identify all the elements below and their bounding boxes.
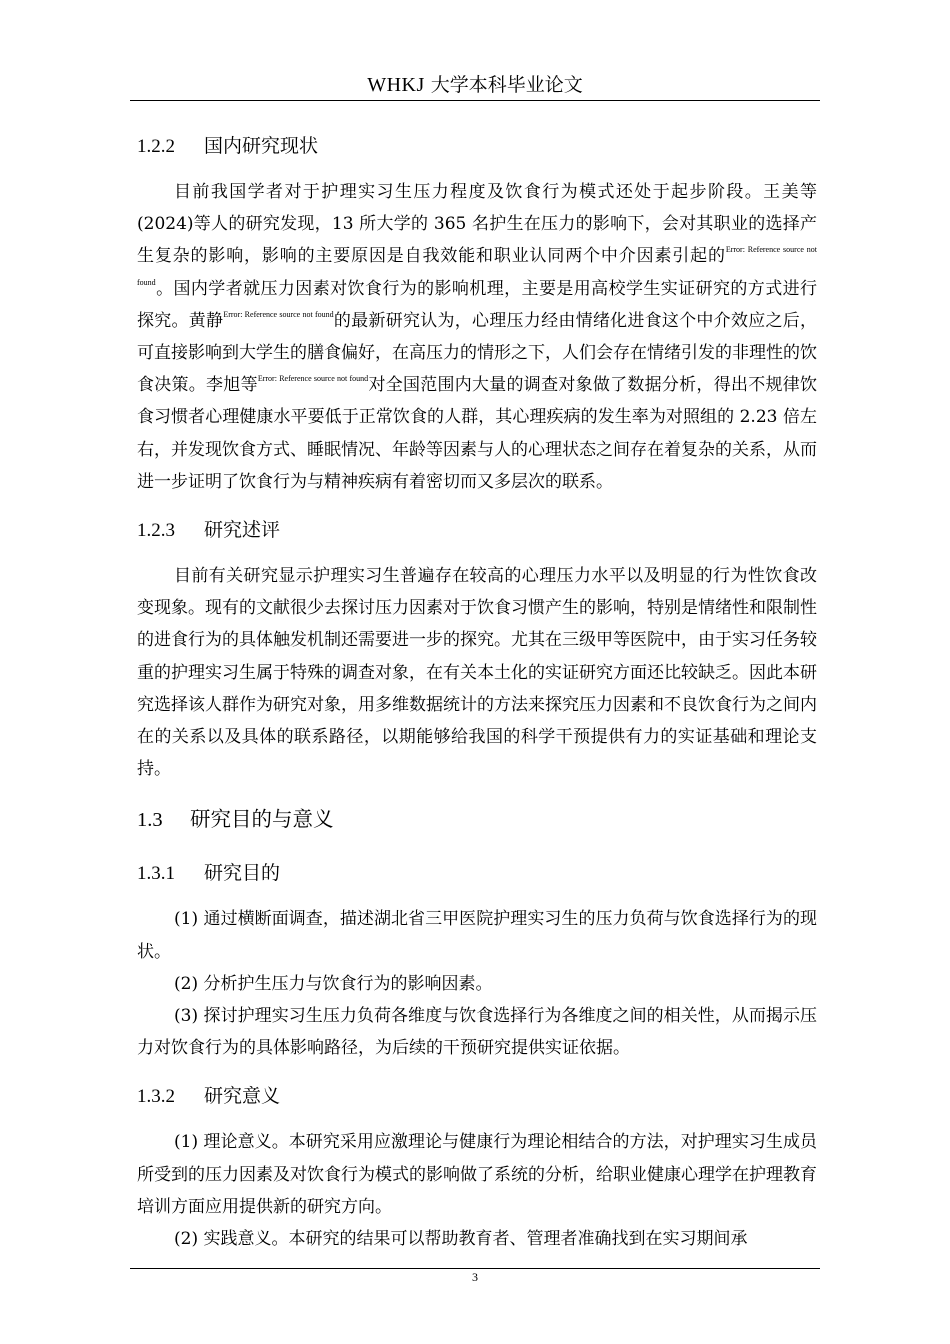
reference-error: Error: Reference source not found — [223, 309, 334, 319]
page-header — [130, 70, 820, 101]
header-title: WHKJ 大学本科毕业论文 — [367, 74, 583, 96]
page-content — [137, 124, 817, 1255]
page-number: 3 — [472, 1270, 478, 1284]
reference-error: Error: Reference source not found — [257, 374, 369, 384]
list-item-goal-3: (3) 探讨护理实习生压力负荷各维度与饮食选择行为各维度之间的相关性，从而揭示压力对饮食行为的具体影响路径，为后续的干预研究提供实证依据。 — [137, 1006, 817, 1059]
section-heading-1-3-2: 1.3.2 研究意义 — [137, 1085, 281, 1108]
footer-divider — [130, 1268, 820, 1269]
section-heading-1-3: 1.3 研究目的与意义 — [137, 807, 334, 832]
list-item-significance-2: (2) 实践意义。本研究的结果可以帮助教育者、管理者准确找到在实习期间承 — [174, 1229, 748, 1250]
list-item-goal-2: (2) 分析护生压力与饮食行为的影响因素。 — [174, 973, 493, 994]
section-heading-1-2-2: 1.2.2 国内研究现状 — [137, 135, 319, 157]
list-item-significance-1: (1) 理论意义。本研究采用应激理论与健康行为理论相结合的方法，对护理实习生成员所受到的压力因素及对饮食行为模式的影响做了系统的分析，给职业健康心理学在护理教育培训方面应用提供新的研究方向。 — [137, 1132, 817, 1217]
paragraph-research-review: 目前有关研究显示护理实习生普遍存在较高的心理压力水平以及明显的行为性饮食改变现象。现有的文献很少去探讨压力因素对于饮食习惯产生的影响，特别是情绪性和限制性的进食行为的具体触发机制还需要进一步的探究。尤其在三级甲等医院中，由于实习任务较重的护理实习生属于特殊的调查对象，在有关本土化的实证研究方面还比较缺乏。因此本研究选择该人群作为研究对象，用多维数据统计的方法来探究压力因素和不良饮食行为之间内在的关系以及具体的联系路径，以期能够给我国的科学干预提供有力的实证基础和理论支持。 — [137, 566, 817, 780]
reference-error: Error: Reference source not found — [137, 245, 817, 287]
paragraph-domestic-research: 目前我国学者对于护理实习生压力程度及饮食行为模式还处于起步阶段。王美等 (2024)等人的研究发现，13 所大学的 365 名护生在压力的影响下，会对其职业的选择产生复杂的影响，影响的主要原因是自我效能和职业认同两个中介因素引起的$^{Error: Reference source not found}$。国内学者就压力因素对饮食行为的影响机理，主要是用高校学生实证研究的方式进行探究。黄静$^{Error: Reference source not found}$的最新研究认为，心理压力经由情绪化进食这个中介效应之后，可直接影响到大学生的膳食偏好，在高压力的情形之下，人们会存在情绪引发的非理性的饮食决策。李旭等$^{Error: Reference source not found}$对全国范围内大量的调查对象做了数据分析，得出不规律饮食习惯者心理健康水平要低于正常饮食的人群，其心理疾病的发生率为对照组的 2.23 倍左右，并发现饮食方式、睡眠情况、年龄等因素与人的心理状态之间存在着复杂的关系，从而进一步证明了饮食行为与精神疾病有着密切而又多层次的联系。 — [137, 182, 818, 492]
section-heading-1-2-3: 1.2.3 研究述评 — [137, 519, 281, 542]
section-heading-1-3-1: 1.3.1 研究目的 — [137, 862, 281, 885]
list-item-goal-1: (1) 通过横断面调查，描述湖北省三甲医院护理实习生的压力负荷与饮食选择行为的现状。 — [137, 909, 817, 962]
